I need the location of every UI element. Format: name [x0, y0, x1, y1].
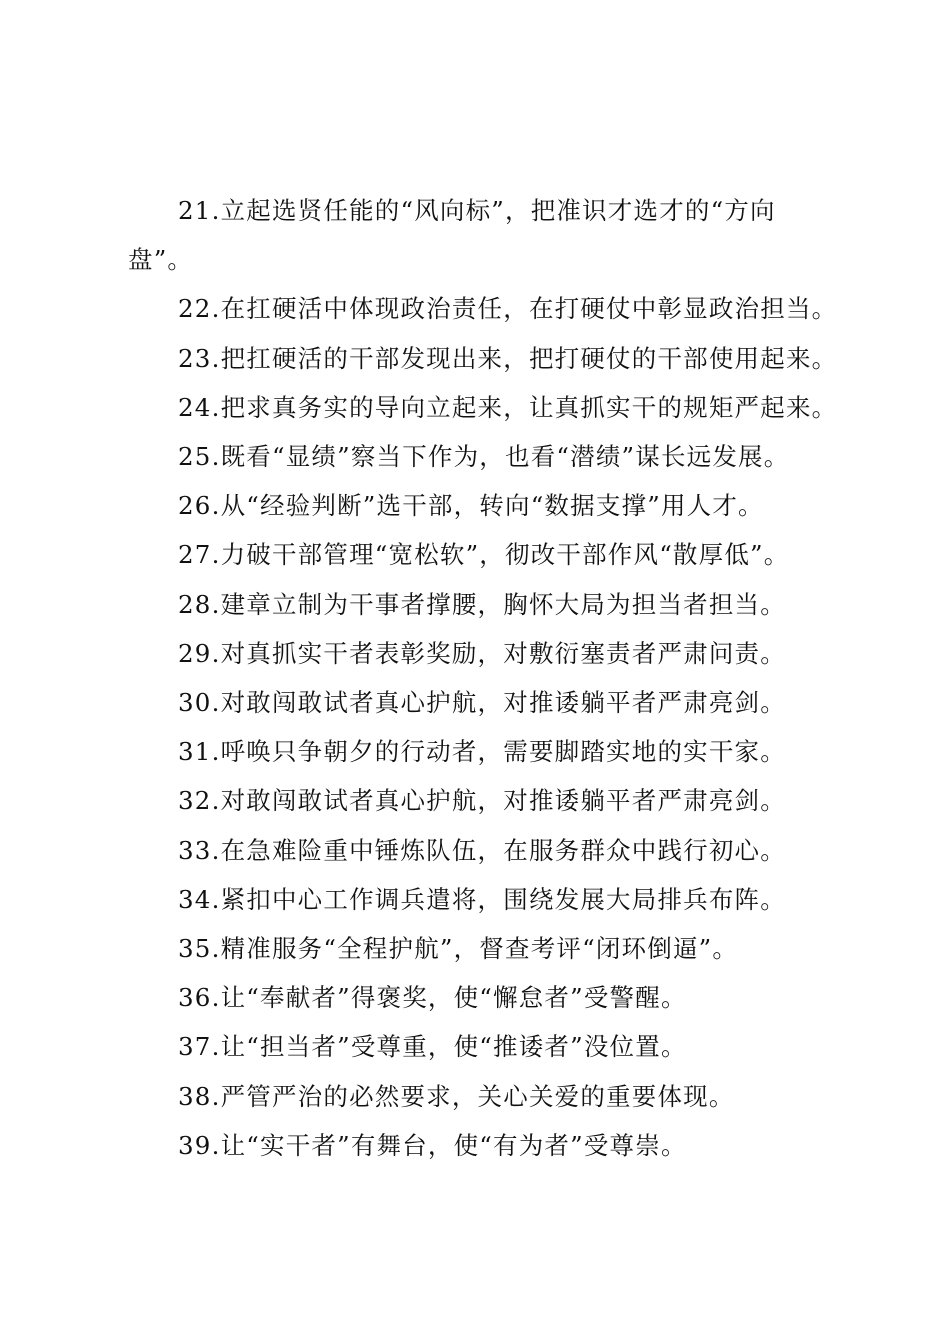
list-item: 25.既看“显绩”察当下作为，也看“潜绩”谋长远发展。	[178, 442, 790, 472]
list-item: 21.立起选贤任能的“风向标”，把准识才选才的“方向盘”。	[128, 196, 776, 275]
list-item: 37.让“担当者”受尊重，使“推诿者”没位置。	[178, 1032, 687, 1062]
list-item: 33.在急难险重中锤炼队伍，在服务群众中践行初心。	[178, 835, 786, 865]
list-item: 28.建章立制为干事者撑腰，胸怀大局为担当者担当。	[178, 589, 786, 619]
list-item: 22.在扛硬活中体现政治责任，在打硬仗中彰显政治担当。	[178, 294, 838, 324]
list-item: 30.对敢闯敢试者真心护航，对推诿躺平者严肃亮剑。	[178, 688, 786, 718]
list-item: 38.严管严治的必然要求，关心关爱的重要体现。	[178, 1081, 735, 1111]
list-item: 24.把求真务实的导向立起来，让真抓实干的规矩严起来。	[178, 392, 838, 422]
list-item: 31.呼唤只争朝夕的行动者，需要脚踏实地的实干家。	[178, 737, 786, 767]
list-item: 26.从“经验判断”选干部，转向“数据支撑”用人才。	[178, 491, 764, 521]
document-body	[128, 186, 838, 1170]
list-item: 29.对真抓实干者表彰奖励，对敷衍塞责者严肃问责。	[178, 638, 786, 668]
list-item: 23.把扛硬活的干部发现出来，把打硬仗的干部使用起来。	[178, 343, 838, 373]
list-item: 36.让“奉献者”得褒奖，使“懈怠者”受警醒。	[178, 983, 687, 1013]
list-item: 32.对敢闯敢试者真心护航，对推诿躺平者严肃亮剑。	[178, 786, 786, 816]
list-item: 27.力破干部管理“宽松软”，彻改干部作风“散厚低”。	[178, 540, 790, 570]
list-item: 35.精准服务“全程护航”，督查考评“闭环倒逼”。	[178, 934, 739, 964]
list-item: 39.让“实干者”有舞台，使“有为者”受尊崇。	[178, 1130, 687, 1160]
list-item: 34.紧扣中心工作调兵遣将，围绕发展大局排兵布阵。	[178, 884, 786, 914]
